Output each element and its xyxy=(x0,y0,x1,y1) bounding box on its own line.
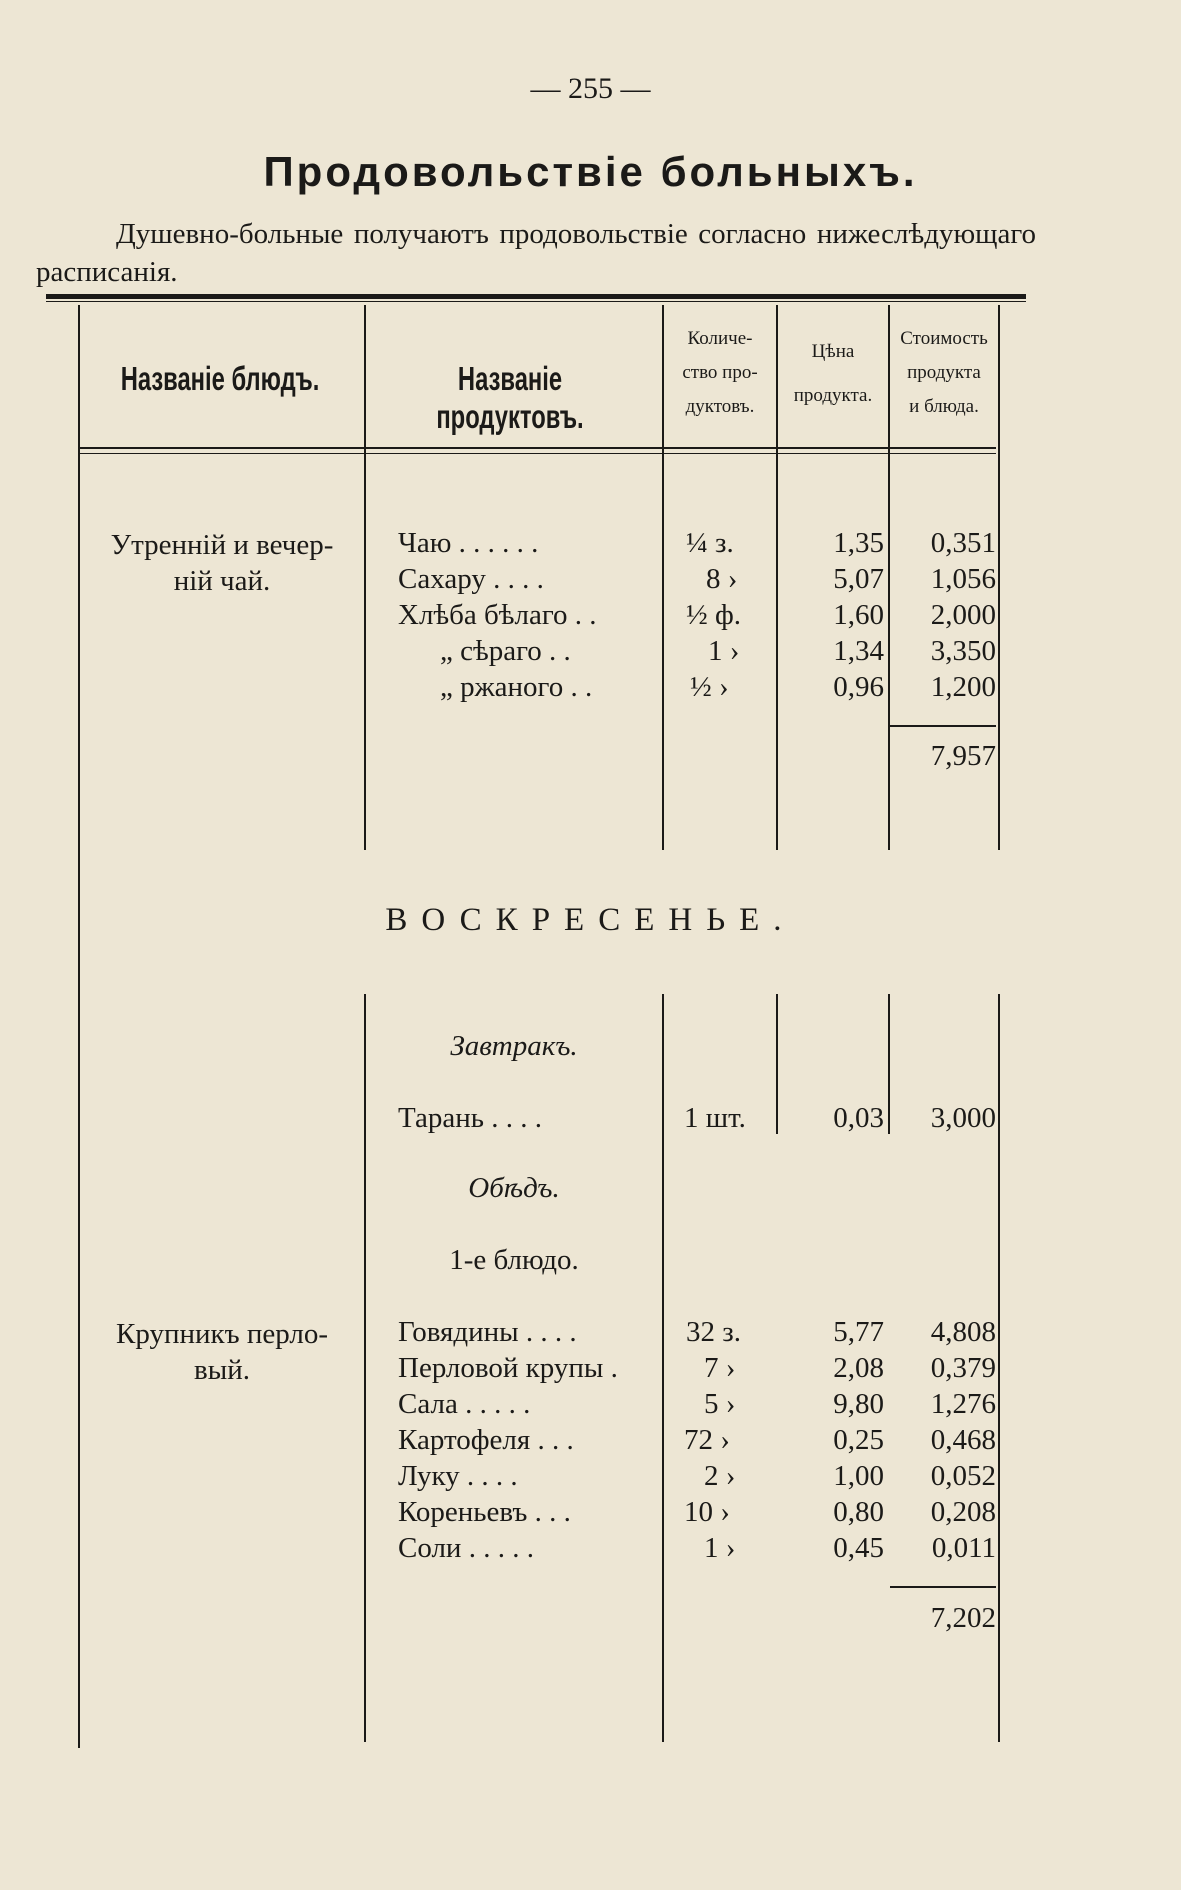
dinner-qty-6: 10 › xyxy=(684,1496,730,1528)
dinner-price-4: 0,25 xyxy=(833,1424,884,1456)
dinner-product-2: Перловой крупы . xyxy=(398,1352,618,1384)
dinner-price-1: 5,77 xyxy=(833,1316,884,1348)
breakfast-qty-1: 1 шт. xyxy=(684,1102,746,1134)
tea-cost-4: 3,350 xyxy=(930,635,996,667)
col-line-dish-lower xyxy=(364,994,366,1742)
breakfast-label: Завтракъ. xyxy=(450,1030,578,1062)
tea-product-1: Чаю . . . . . . xyxy=(398,527,539,559)
tea-total: 7,957 xyxy=(930,740,996,772)
breakfast-cost-1: 3,000 xyxy=(930,1102,996,1134)
tea-qty-3: ½ ф. xyxy=(686,599,742,631)
dinner-price-6: 0,80 xyxy=(833,1496,884,1528)
header-cost xyxy=(888,322,1000,424)
dinner-qty-3: 5 › xyxy=(704,1388,736,1420)
dinner-product-6: Кореньевъ . . . xyxy=(398,1496,571,1528)
dinner-price-3: 9,80 xyxy=(833,1388,884,1420)
dish-tea xyxy=(84,527,360,599)
header-qty xyxy=(664,322,776,424)
header-cost-line-2: продукта xyxy=(907,362,981,383)
dinner-cost-3: 1,276 xyxy=(930,1388,996,1420)
dinner-label: Обѣдъ. xyxy=(468,1172,560,1204)
day-heading: ВОСКРЕСЕНЬЕ. xyxy=(385,902,796,938)
tea-cost-3: 2,000 xyxy=(930,599,996,631)
dinner-product-1: Говядины . . . . xyxy=(398,1316,577,1348)
tea-cost-2: 1,056 xyxy=(930,563,996,595)
tea-total-rule xyxy=(890,725,996,727)
header-qty-line-3: дуктовъ. xyxy=(685,396,755,417)
table-top-rule xyxy=(46,294,1026,299)
col-line-qty-lower xyxy=(776,994,778,1134)
header-bottom-rule xyxy=(80,447,996,449)
header-dish: Названіе блюдъ. xyxy=(120,360,320,397)
breakfast-product-1: Тарань . . . . xyxy=(398,1102,542,1134)
tea-qty-1: ¼ з. xyxy=(686,527,734,559)
table-top-rule-thin xyxy=(46,301,1026,302)
header-price-line-2: продукта. xyxy=(793,385,873,406)
dinner-price-2: 2,08 xyxy=(833,1352,884,1384)
dinner-total: 7,202 xyxy=(930,1602,996,1634)
col-line-product-lower xyxy=(662,994,664,1742)
dinner-qty-1: 32 з. xyxy=(686,1316,741,1348)
dinner-total-rule xyxy=(890,1586,996,1588)
tea-cost-5: 1,200 xyxy=(930,671,996,703)
dinner-product-4: Картофеля . . . xyxy=(398,1424,574,1456)
tea-product-3: Хлѣба бѣлаго . . xyxy=(398,599,597,631)
tea-cost-1: 0,351 xyxy=(930,527,996,559)
dinner-cost-7: 0,011 xyxy=(931,1532,996,1564)
dinner-price-5: 1,00 xyxy=(833,1460,884,1492)
header-price-line-1: Цѣна xyxy=(811,341,855,362)
tea-product-2: Сахару . . . . xyxy=(398,563,544,595)
dinner-cost-5: 0,052 xyxy=(930,1460,996,1492)
dinner-course: 1-е блюдо. xyxy=(449,1244,579,1276)
header-product: Названіе продуктовъ. xyxy=(436,360,584,435)
dinner-qty-2: 7 › xyxy=(704,1352,736,1384)
dinner-qty-7: 1 › xyxy=(704,1532,736,1564)
tea-price-2: 5,07 xyxy=(833,563,884,595)
col-line-right-lower xyxy=(998,994,1000,1742)
dinner-cost-1: 4,808 xyxy=(930,1316,996,1348)
dinner-cost-2: 0,379 xyxy=(930,1352,996,1384)
col-line-dish xyxy=(364,305,366,850)
tea-price-5: 0,96 xyxy=(833,671,884,703)
dinner-qty-5: 2 › xyxy=(704,1460,736,1492)
header-bottom-rule-2 xyxy=(80,453,996,454)
breakfast-price-1: 0,03 xyxy=(833,1102,884,1134)
dinner-qty-4: 72 › xyxy=(684,1424,730,1456)
col-line-price-lower xyxy=(888,994,890,1134)
page-title: Продовольствіе больныхъ. xyxy=(263,148,918,195)
dinner-product-5: Луку . . . . xyxy=(398,1460,518,1492)
header-cost-line-3: и блюда. xyxy=(909,396,979,417)
dish-tea-line-1: Утренній и вечер- xyxy=(110,529,334,561)
header-qty-line-2: ство про- xyxy=(682,362,758,383)
tea-product-4: „ сѣраго . . xyxy=(440,635,571,667)
dish-krupnik-line-2: вый. xyxy=(194,1354,250,1386)
dish-tea-line-2: ній чай. xyxy=(173,565,271,597)
dinner-cost-6: 0,208 xyxy=(930,1496,996,1528)
header-cost-line-1: Стоимость xyxy=(900,328,988,349)
tea-product-5: „ ржаного . . xyxy=(440,671,593,703)
header-qty-line-1: Количе- xyxy=(687,328,753,349)
intro-paragraph: Душевно-больные получаютъ продовольствіе согласно нижеслѣдующаго расписанія. xyxy=(36,218,1036,288)
page-number: — 255 — xyxy=(530,72,651,105)
dinner-product-3: Сала . . . . . xyxy=(398,1388,531,1420)
col-line-left xyxy=(78,305,80,1748)
tea-qty-2: 8 › xyxy=(706,563,738,595)
tea-qty-4: 1 › xyxy=(708,635,740,667)
tea-price-3: 1,60 xyxy=(833,599,884,631)
tea-price-1: 1,35 xyxy=(833,527,884,559)
dish-krupnik-line-1: Крупникъ перло- xyxy=(116,1318,328,1350)
dish-krupnik xyxy=(84,1316,360,1388)
dinner-product-7: Соли . . . . . xyxy=(398,1532,534,1564)
tea-qty-5: ½ › xyxy=(690,671,729,703)
dinner-cost-4: 0,468 xyxy=(930,1424,996,1456)
dinner-price-7: 0,45 xyxy=(833,1532,884,1564)
tea-price-4: 1,34 xyxy=(833,635,884,667)
header-price xyxy=(778,335,888,413)
